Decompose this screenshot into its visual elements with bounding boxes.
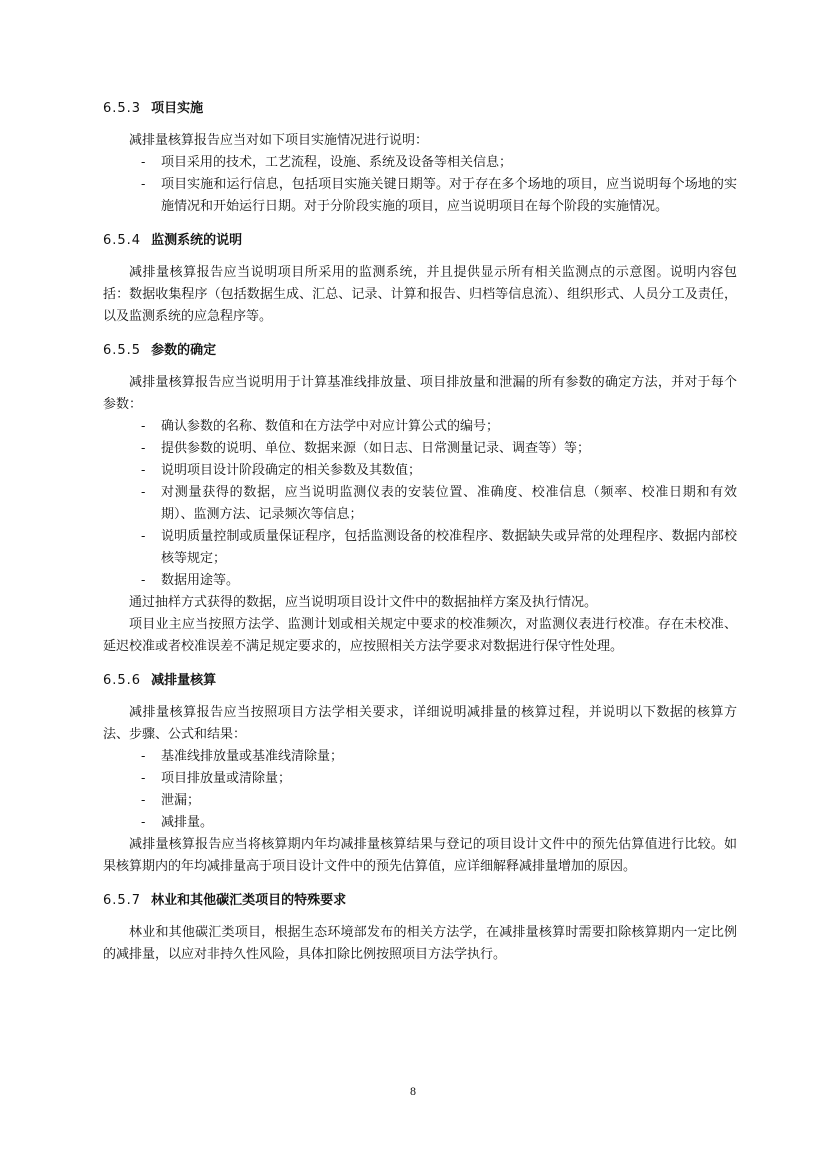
list-item-text: 提供参数的说明、单位、数据来源（如日志、日常测量记录、调查等）等； xyxy=(161,441,591,456)
section-title: 参数的确定 xyxy=(151,343,217,358)
section-title: 项目实施 xyxy=(151,101,204,116)
paragraph: 减排量核算报告应当按照项目方法学相关要求，详细说明减排量的核算过程，并说明以下数据的核算方法、步骤、公式和结果： xyxy=(103,705,737,742)
section-title: 减排量核算 xyxy=(151,673,217,688)
section-heading xyxy=(103,340,737,362)
section-number: 6.5.5 xyxy=(103,343,142,358)
list-item-text: 项目排放量或清除量； xyxy=(161,771,292,786)
list-marker: - xyxy=(141,815,146,830)
paragraph: 减排量核算报告应当将核算期内年均减排量核算结果与登记的项目设计文件中的预先估算值进行比较。如果核算期内的年均减排量高于项目设计文件中的预先估算值，应详细解释减排量增加的原因。 xyxy=(103,837,737,874)
list-item-text: 项目采用的技术，工艺流程，设施、系统及设备等相关信息； xyxy=(161,155,513,170)
section-title: 监测系统的说明 xyxy=(151,233,243,248)
list-item xyxy=(103,438,737,460)
list-marker: - xyxy=(141,463,146,478)
list-marker: - xyxy=(141,177,146,192)
list-marker: - xyxy=(141,529,146,544)
paragraph: 减排量核算报告应当说明用于计算基准线排放量、项目排放量和泄漏的所有参数的确定方法，并对于每个参数： xyxy=(103,375,737,412)
list-item-text: 对测量获得的数据，应当说明监测仪表的安装位置、准确度、校准信息（频率、校准日期和有效期）、监测方法、记录频次等信息； xyxy=(161,485,737,522)
section-heading xyxy=(103,230,737,252)
list-item xyxy=(103,570,737,592)
section-6-5-6 xyxy=(103,670,737,878)
list-item-text: 减排量。 xyxy=(161,815,214,830)
list-item-text: 数据用途等。 xyxy=(161,573,240,588)
list-item xyxy=(103,526,737,570)
list-item-text: 确认参数的名称、数值和在方法学中对应计算公式的编号； xyxy=(161,419,500,434)
list-marker: - xyxy=(141,771,146,786)
paragraph: 林业和其他碳汇类项目，根据生态环境部发布的相关方法学，在减排量核算时需要扣除核算期内一定比例的减排量，以应对非持久性风险，具体扣除比例按照项目方法学执行。 xyxy=(103,925,737,962)
list-item xyxy=(103,460,737,482)
list-marker: - xyxy=(141,155,146,170)
section-number: 6.5.4 xyxy=(103,233,142,248)
page-content xyxy=(103,98,737,978)
list-item xyxy=(103,746,737,768)
list-marker: - xyxy=(141,793,146,808)
paragraph: 减排量核算报告应当对如下项目实施情况进行说明： xyxy=(129,133,429,148)
section-title: 林业和其他碳汇类项目的特殊要求 xyxy=(151,893,347,908)
list-item xyxy=(103,768,737,790)
section-number: 6.5.7 xyxy=(103,893,142,908)
list-item xyxy=(103,790,737,812)
list-item xyxy=(103,174,737,218)
paragraph: 项目业主应当按照方法学、监测计划或相关规定中要求的校准频次，对监测仪表进行校准。存在未校准、延迟校准或者校准误差不满足规定要求的，应按照相关方法学要求对数据进行保守性处理。 xyxy=(103,617,737,654)
page-number: 8 xyxy=(410,1084,416,1098)
section-heading xyxy=(103,98,737,120)
section-6-5-7 xyxy=(103,890,737,966)
list-marker: - xyxy=(141,441,146,456)
paragraph: 通过抽样方式获得的数据，应当说明项目设计文件中的数据抽样方案及执行情况。 xyxy=(129,595,598,610)
section-number: 6.5.3 xyxy=(103,101,142,116)
list-item xyxy=(103,812,737,834)
bullet-list xyxy=(103,152,737,218)
list-item xyxy=(103,152,737,174)
list-item-text: 说明项目设计阶段确定的相关参数及其数值； xyxy=(161,463,422,478)
list-marker: - xyxy=(141,485,146,500)
list-marker: - xyxy=(141,749,146,764)
list-marker: - xyxy=(141,419,146,434)
list-item-text: 项目实施和运行信息，包括项目实施关键日期等。对于存在多个场地的项目，应当说明每个场地的实施情况和开始运行日期。对于分阶段实施的项目，应当说明项目在每个阶段的实施情况。 xyxy=(161,177,737,214)
section-number: 6.5.6 xyxy=(103,673,142,688)
section-heading xyxy=(103,890,737,912)
section-heading xyxy=(103,670,737,692)
bullet-list xyxy=(103,746,737,834)
list-item-text: 说明质量控制或质量保证程序，包括监测设备的校准程序、数据缺失或异常的处理程序、数据内部校核等规定； xyxy=(161,529,737,566)
list-item-text: 基准线排放量或基准线清除量； xyxy=(161,749,344,764)
section-6-5-4 xyxy=(103,230,737,328)
paragraph: 减排量核算报告应当说明项目所采用的监测系统，并且提供显示所有相关监测点的示意图。说明内容包括：数据收集程序（包括数据生成、汇总、记录、计算和报告、归档等信息流）、组织形式、人员分工及责任，以及监测系统的应急程序等。 xyxy=(103,265,737,324)
list-marker: - xyxy=(141,573,146,588)
section-6-5-5 xyxy=(103,340,737,658)
list-item xyxy=(103,416,737,438)
list-item xyxy=(103,482,737,526)
bullet-list xyxy=(103,416,737,592)
section-6-5-3 xyxy=(103,98,737,218)
list-item-text: 泄漏； xyxy=(161,793,201,808)
